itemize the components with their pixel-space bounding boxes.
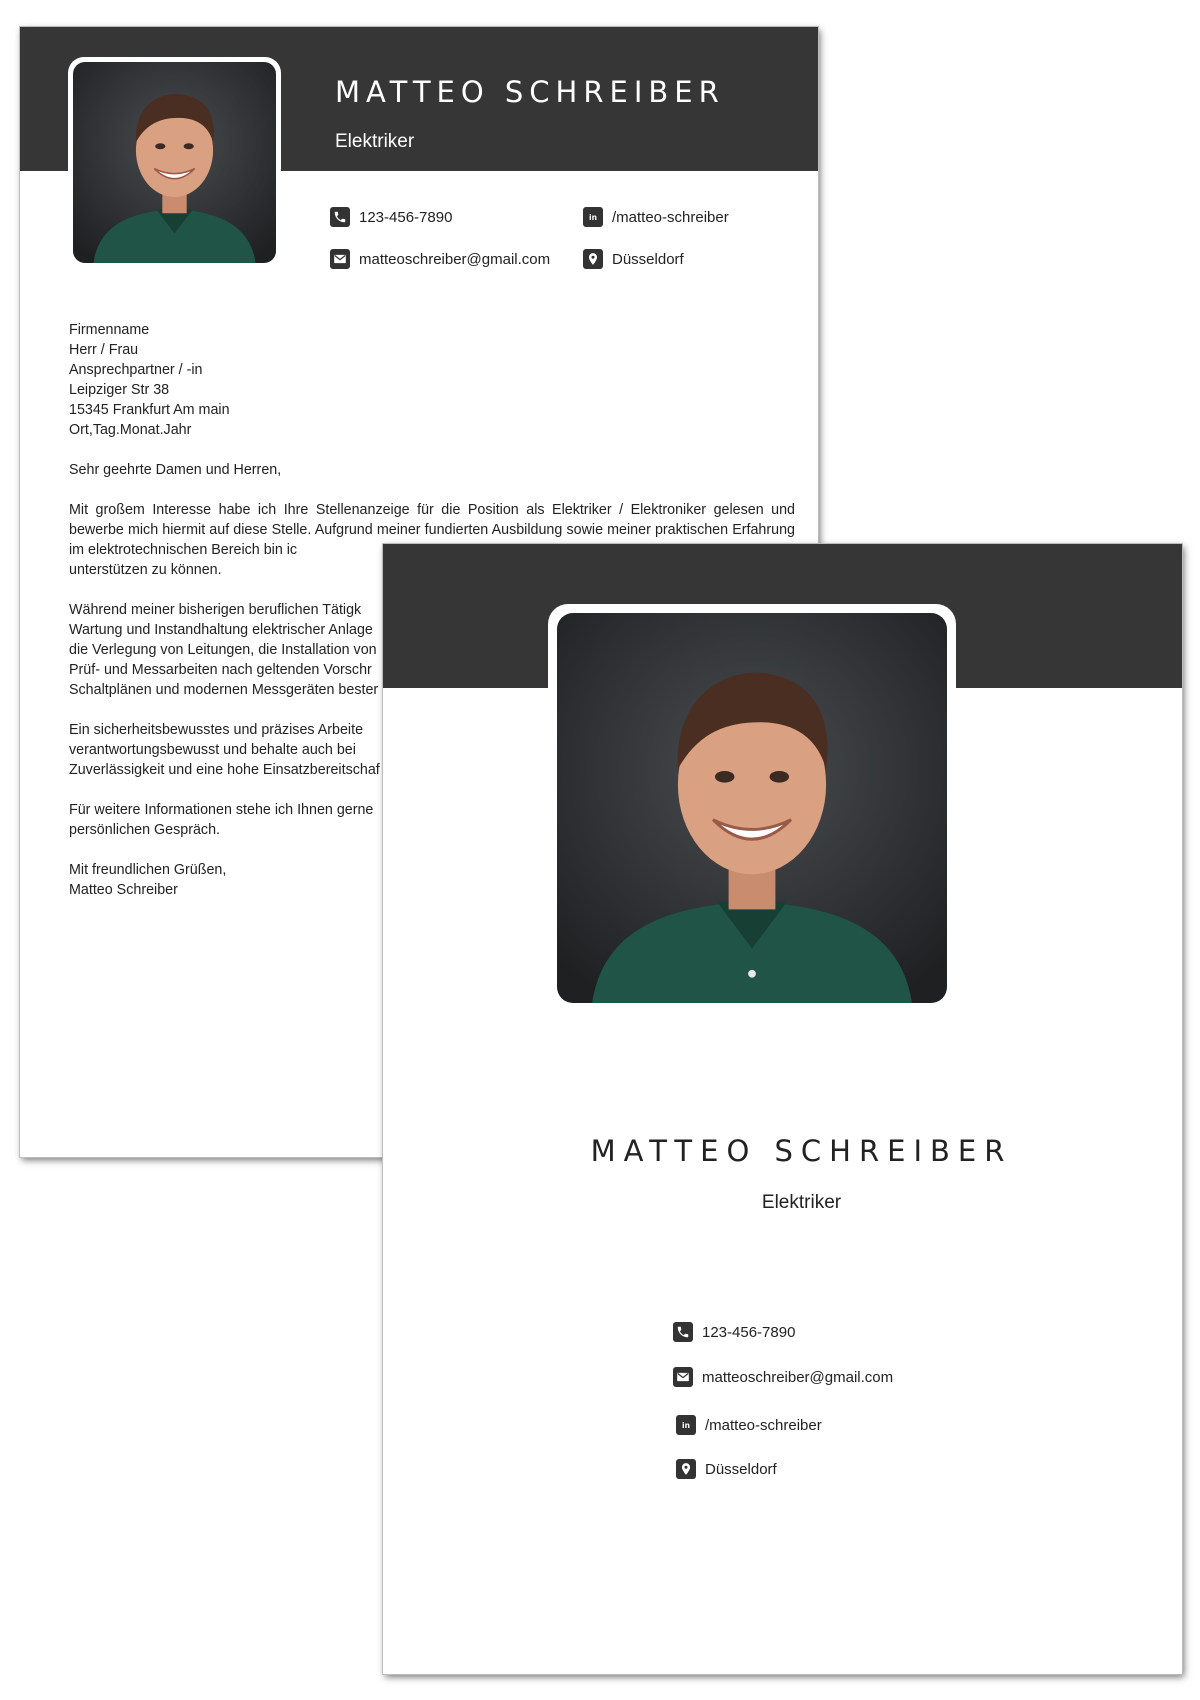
address-line: Leipziger Str 38 [69,382,170,398]
location-text: Düsseldorf [612,250,684,268]
closing: Mit freundlichen Grüßen, [69,862,227,878]
email-icon [673,1367,693,1387]
profile-photo [557,613,947,1003]
address-line: Herr / Frau [69,342,139,358]
job-title: Elektriker [335,131,415,152]
contact-location [676,1459,777,1479]
paragraph-text: verantwortungsbewusst und behalte auch bei [69,742,356,758]
paragraph-text: Schaltplänen und modernen Messgeräten bester [69,682,379,698]
applicant-name: MATTEO SCHREIBER [590,1134,1013,1168]
linkedin-handle: /matteo-schreiber [705,1416,822,1434]
paragraph-text: Zuverlässigkeit und eine hohe Einsatzbereitschaf [69,762,380,778]
linkedin-icon [676,1415,696,1435]
paragraph-text: Ein sicherheitsbewusstes und präzises Arbeite [69,722,364,738]
paragraph-text: Wartung und Instandhaltung elektrischer Anlage [69,622,373,638]
paragraph-text: unterstützen zu können. [69,562,222,578]
contact-phone [330,207,452,227]
address-line: Ansprechpartner / -in [69,362,203,378]
salutation: Sehr geehrte Damen und Herren, [69,462,282,478]
address-line: 15345 Frankfurt Am main [69,402,230,418]
svg-text:in: in [589,212,597,222]
contact-linkedin [676,1415,822,1435]
signature: Matteo Schreiber [69,882,178,898]
phone-number: 123-456-7890 [702,1323,796,1341]
profile-photo-frame [548,604,956,1012]
contact-email [673,1367,893,1387]
location-icon [676,1459,696,1479]
email-icon [330,249,350,269]
phone-icon [330,207,350,227]
email-address: matteoschreiber@gmail.com [702,1368,894,1386]
paragraph-text: persönlichen Gespräch. [69,822,220,838]
paragraph-text: Während meiner bisherigen beruflichen Tätigk [69,602,362,618]
profile-photo-frame [68,57,281,268]
email-address: matteoschreiber@gmail.com [359,250,551,268]
phone-icon [673,1322,693,1342]
paragraph-text: Für weitere Informationen stehe ich Ihnen gerne [69,802,374,818]
linkedin-icon [583,207,603,227]
paragraph-text: Prüf- und Messarbeiten nach geltenden Vorschr [69,662,372,678]
contact-email [330,249,550,269]
paragraph-text: die Verlegung von Leitungen, die Installation von [69,642,377,658]
address-line: Ort,Tag.Monat.Jahr [69,422,192,438]
location-icon [583,249,603,269]
contact-linkedin [583,207,729,227]
applicant-name: MATTEO SCHREIBER [335,75,725,109]
linkedin-handle: /matteo-schreiber [612,208,729,226]
profile-photo [73,62,276,263]
cover-page [383,544,1182,1674]
paragraph-text: Mit großem Interesse habe ich Ihre Stellenanzeige für die Position als Elektriker / Elektroniker gelesen und bewerbe mich hiermit auf diese Stelle. Aufgrund meiner fundierten Ausbildung sowie meiner praktischen Erfahrung im elektrotechnischen Bereich bin ic [69,502,795,558]
svg-text:in: in [682,1420,690,1430]
address-line: Firmenname [69,322,150,338]
location-text: Düsseldorf [705,1460,777,1478]
recipient-address [69,320,795,440]
phone-number: 123-456-7890 [359,208,453,226]
contact-phone [673,1322,795,1342]
job-title: Elektriker [761,1192,842,1213]
contact-location [583,249,684,269]
